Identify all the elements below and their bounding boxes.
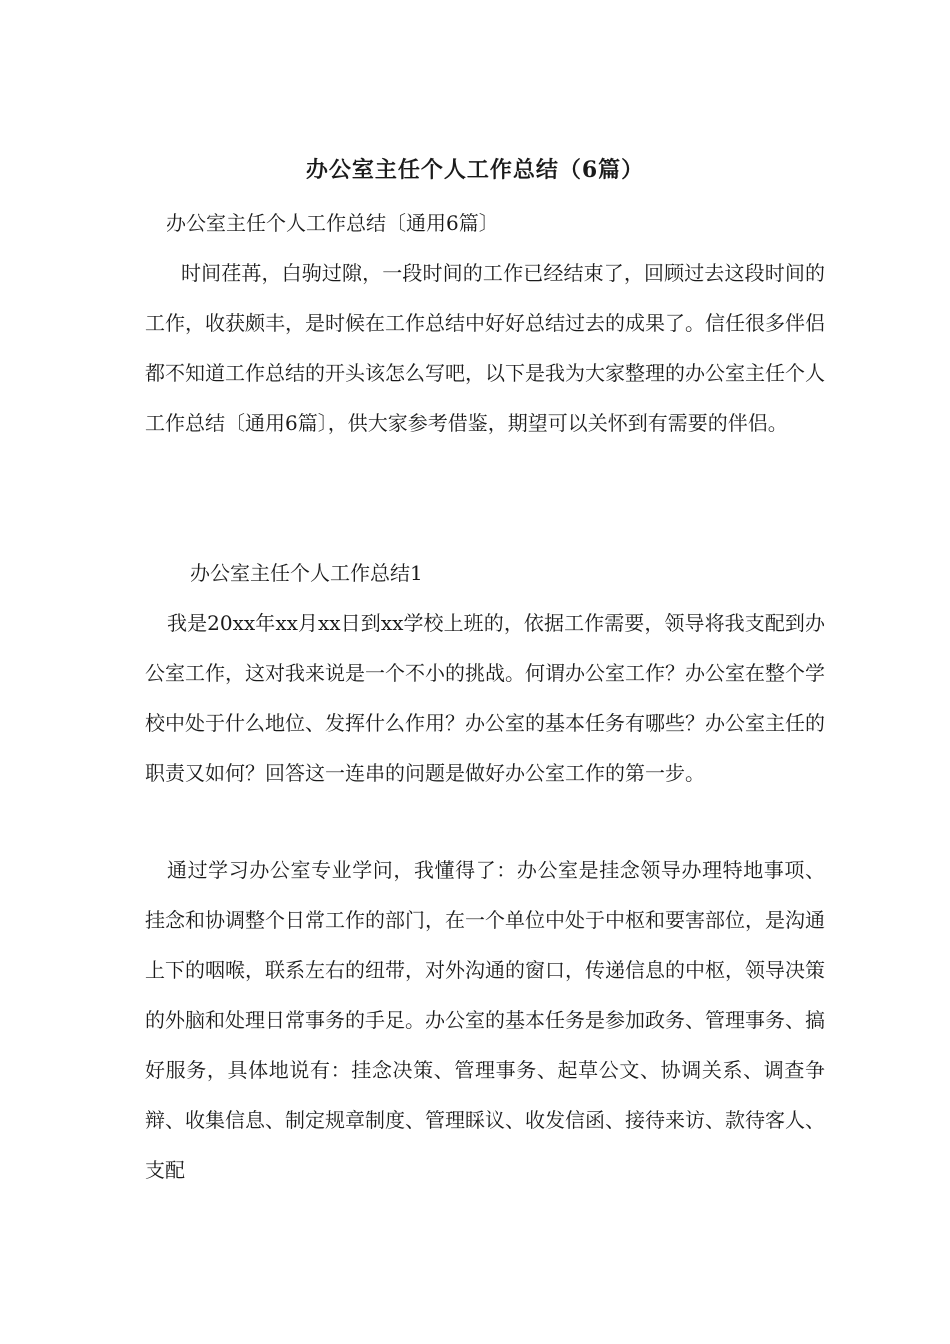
document-subtitle: 办公室主任个人工作总结〔通用6篇〕 xyxy=(166,211,499,235)
body-paragraph-2: 通过学习办公室专业学问，我懂得了：办公室是挂念领导办理特地事项、挂念和协调整个日常工作的部门，在一个单位中处于中枢和要害部位，是沟通上下的咽喉，联系左右的纽带，对外沟通的窗口，传递信息的中枢，领导决策的外脑和处理日常事务的手足。办公室的基本任务是参加政务、管理事务、搞好服务，具体地说有：挂念决策、管理事务、起草公文、协调关系、调查争辩、收集信息、制定规章制度、管理睬议、收发信函、接待来访、款待客人、支配 xyxy=(145,858,825,1182)
document-title: 办公室主任个人工作总结（6篇） xyxy=(305,157,645,183)
intro-paragraph: 时间荏苒，白驹过隙，一段时间的工作已经结束了，回顾过去这段时间的工作，收获颇丰，是时候在工作总结中好好总结过去的成果了。信任很多伴侣都不知道工作总结的开头该怎么写吧，以下是我为大家整理的办公室主任个人工作总结〔通用6篇〕，供大家参考借鉴，期望可以关怀到有需要的伴侣。 xyxy=(145,261,825,435)
body-paragraph-1: 我是20xx年xx月xx日到xx学校上班的，依据工作需要，领导将我支配到办公室工作，这对我来说是一个不小的挑战。何谓办公室工作？办公室在整个学校中处于什么地位、发挥什么作用？办公室的基本任务有哪些？办公室主任的职责又如何？回答这一连串的问题是做好办公室工作的第一步。 xyxy=(145,611,825,785)
section-heading: 办公室主任个人工作总结1 xyxy=(190,561,423,585)
